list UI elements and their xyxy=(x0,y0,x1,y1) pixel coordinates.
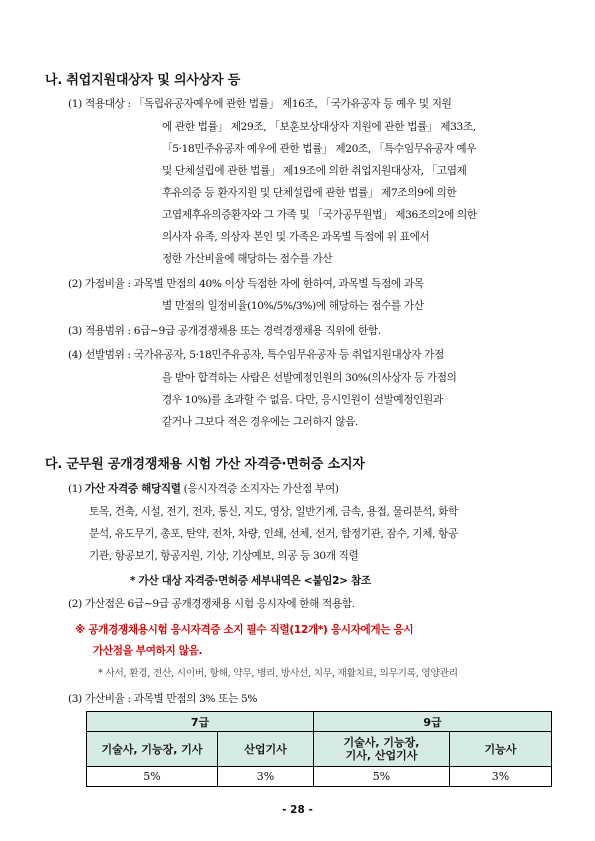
da-item3: (3) 가산비율 : 과목별 만점의 3% 또는 5% xyxy=(68,693,258,705)
table-col-g9-engineer-line2: 기사, 산업기사 xyxy=(345,749,418,762)
table-col-g9-engineer-line1: 기술사, 기능장, xyxy=(343,736,420,749)
na-item1-line8: 정한 가산비율에 해당하는 점수를 가산 xyxy=(162,253,333,265)
na-item4-line2: 을 받아 합격하는 사람은 선발예정인원의 30%(의사상자 등 가점의 xyxy=(162,372,457,384)
na-item1-line7: 의사자 유족, 의상자 본인 및 가족은 과목별 득점에 위 표에서 xyxy=(162,231,430,243)
na-item1-line6: 고엽제후유의증환자와 그 가족 및 「국가공무원법」 제36조의2에 의한 xyxy=(162,209,477,221)
table-col-g9-engineer xyxy=(314,732,450,767)
bonus-rate-table xyxy=(86,711,552,787)
da-item1-list-line2: 분석, 유도무기, 총포, 탄약, 전차, 차량, 인쇄, 선체, 선거, 함정기관, 잠수, 기체, 항공 xyxy=(89,528,458,540)
na-item1-line1: (1) 적용대상 : 「독립유공자예우에 관한 법률」 제16조, 「국가유공자 등 예우 및 지원 xyxy=(68,98,452,110)
table-val-4: 3% xyxy=(450,767,552,787)
na-item4-line3: 경우 10%)를 초과할 수 없음. 다만, 응시인원이 선발예정인원과 xyxy=(162,394,443,406)
da-warning-note: * 사서, 환경, 전산, 시이버, 항해, 약무, 병리, 방사선, 치무, 재활치료, 의무기록, 영양관리 xyxy=(98,668,458,679)
da-item1-list-line1: 토목, 건축, 시설, 전기, 전자, 통신, 지도, 영상, 일반기계, 금속, 용접, 물리분석, 화학 xyxy=(89,506,458,518)
na-item4-line4: 같거나 그보다 적은 경우에는 그러하지 않음. xyxy=(162,416,359,428)
na-item2-line2: 별 만점의 일정비율(10%/5%/3%)에 해당하는 점수를 가산 xyxy=(162,300,424,312)
na-item1-line5: 후유의증 등 환자지원 및 단체설립에 관한 법률」 제7조의9에 의한 xyxy=(162,187,457,199)
da-item1-header xyxy=(68,481,339,496)
da-warning-line2: 가산점을 부여하지 않음. xyxy=(93,645,203,657)
table-col-g7-engineer: 기술사, 기능장, 기사 xyxy=(87,732,218,767)
table-header-grade7: 7급 xyxy=(87,712,314,732)
table-val-1: 5% xyxy=(87,767,218,787)
da-item1-list-line3: 기관, 항공보기, 항공지원, 기상, 기상예보, 의공 등 30개 직렬 xyxy=(89,550,359,562)
table-val-3: 5% xyxy=(314,767,450,787)
table-col-g7-industrial: 산업기사 xyxy=(218,732,314,767)
da-item1-label: (1) xyxy=(68,483,85,495)
table-header-grade9: 9급 xyxy=(314,712,552,732)
section-da-title: 다. 군무원 공개경쟁채용 시험 가산 자격증·면허증 소지자 xyxy=(45,457,365,472)
table-col-g9-craftsman: 기능사 xyxy=(450,732,552,767)
da-item1-rest: (응시자격증 소지자는 가산점 부여) xyxy=(180,483,339,495)
na-item1-line4: 및 단체설립에 관한 법률」 제19조에 의한 취업지원대상자, 「고엽제 xyxy=(162,165,467,177)
da-note: * 가산 대상 자격증·면허증 세부내역은 <붙임2> 참조 xyxy=(130,575,371,587)
da-warning-line1: ※ 공개경쟁채용시험 응시자격증 소지 필수 직렬(12개*) 응시자에게는 응시 xyxy=(75,624,414,636)
na-item2-line1: (2) 가점비율 : 과목별 만점의 40% 이상 득점한 자에 한하여, 과목별 득점에 과목 xyxy=(68,278,424,290)
da-item2: (2) 가산점은 6급∼9급 공개경쟁채용 시험 응시자에 한해 적용함. xyxy=(68,598,355,610)
na-item3-line1: (3) 적용범위 : 6급∼9급 공개경쟁채용 또는 경력경쟁채용 직위에 한함. xyxy=(68,325,381,337)
section-na-title: 나. 취업지원대상자 및 의사상자 등 xyxy=(45,73,241,88)
na-item1-line2: 에 관한 법률」 제29조, 「보훈보상대상자 지원에 관한 법률」 제33조, xyxy=(162,121,476,133)
na-item4-line1: (4) 선발범위 : 국가유공자, 5·18민주유공자, 특수임무유공자 등 취업지원대상자 가점 xyxy=(68,349,444,361)
table-val-2: 3% xyxy=(218,767,314,787)
page-number: - 28 - xyxy=(282,804,313,816)
da-item1-bold: 가산 자격증 해당직렬 xyxy=(84,483,181,495)
na-item1-line3: 「5·18민주유공자 예우에 관한 법률」 제20조, 「특수임무유공자 예우 xyxy=(162,143,477,155)
